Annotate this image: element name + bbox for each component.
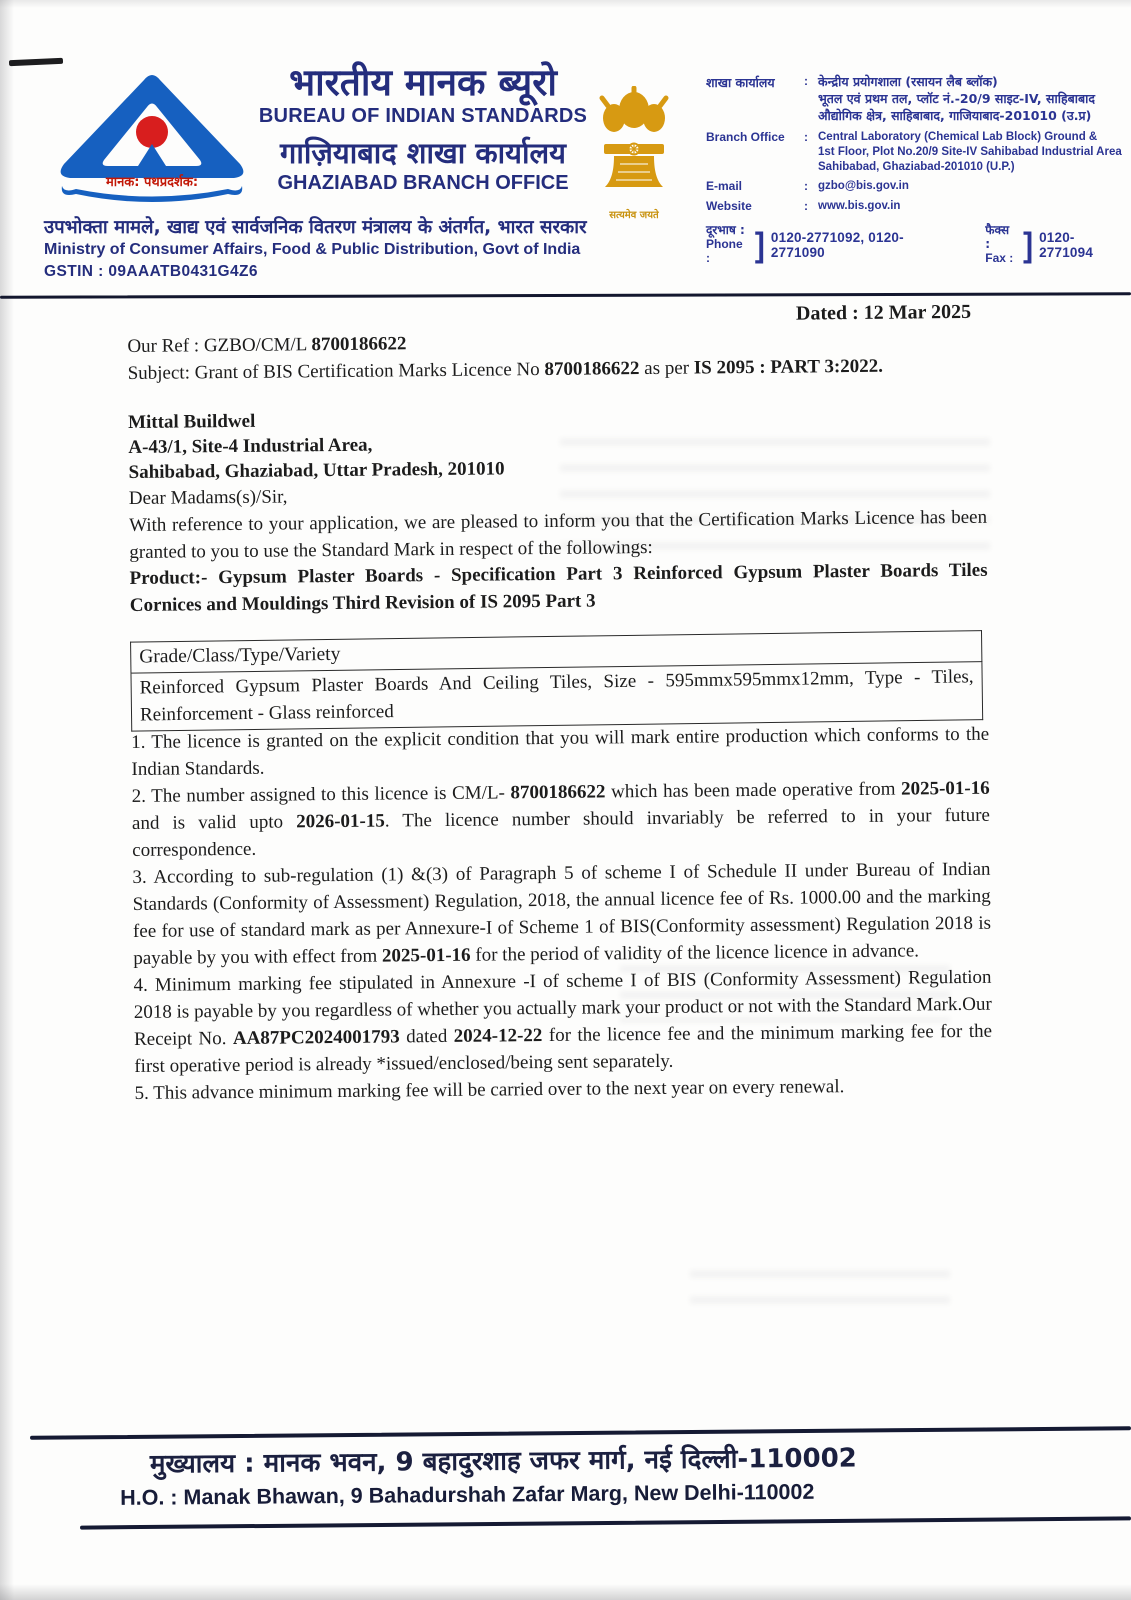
- logo-motto-text: मानक: पथप्रदर्शक:: [105, 175, 199, 190]
- footer-address-block: [120, 1437, 981, 1510]
- contact-label: Branch Office: [706, 129, 785, 144]
- branch-name-english: GHAZIABAD BRANCH OFFICE: [277, 172, 569, 195]
- org-title-block: [258, 62, 588, 195]
- fax-label-hindi: फैक्स :: [985, 223, 1010, 252]
- addressee-block: Mittal Buildwel A-43/1, Site-4 Industrial Area, Sahibabad, Ghaziabad, Uttar Pradesh, 201010: [128, 411, 505, 484]
- phone-fax-row: [706, 224, 1126, 265]
- contact-label: शाखा कार्यालय: [706, 75, 775, 90]
- fax-label-english: Fax :: [985, 250, 1014, 265]
- product-line: Product:- Gypsum Plaster Boards - Specification Part 3 Reinforced Gypsum Plaster Boards Tiles Cornices and Mouldings Third Revision of IS 2095 Part 3: [129, 560, 988, 617]
- letter-body: [127, 298, 993, 1108]
- headquarters-line-english: H.O. : Manak Bhawan, 9 Bahadurshah Zafar Marg, New Delhi-110002: [120, 1479, 815, 1510]
- contact-value: केन्द्रीय प्रयोगशाला (रसायन लैब ब्लॉक) भूतल एवं प्रथम तल, प्लॉट नं.-20/9 साइट-IV, साहिबाबाद औद्योगिक क्षेत्र, साहिबाबाद, गाजियाबाद-201010 (उ.प्र): [818, 74, 1095, 123]
- contact-label: E-mail: [706, 179, 743, 194]
- salutation: Dear Madams(s)/Sir,: [128, 486, 288, 509]
- ministry-block: [44, 214, 589, 281]
- clause-5: 5. This advance minimum marking fee will be carried over to the next year on every renewal.: [134, 1075, 845, 1104]
- branch-name-hindi: गाज़ियाबाद शाखा कार्यालय: [280, 136, 566, 171]
- ministry-line-english: Ministry of Consumer Affairs, Food & Public Distribution, Govt of India: [44, 241, 581, 258]
- scan-corner-mark: [9, 58, 63, 66]
- bracket-glyph: ]: [1023, 226, 1034, 264]
- bleedthrough-smudge: [690, 1270, 950, 1306]
- email-address: gzbo@bis.gov.in: [818, 180, 909, 193]
- contact-block: [706, 74, 1126, 266]
- contact-label: Website: [706, 199, 752, 214]
- contact-row-branch-office: [706, 130, 1126, 175]
- fax-group: [985, 224, 1126, 265]
- contact-separator: :: [804, 199, 808, 214]
- ministry-line-hindi: उपभोक्ता मामले, खाद्य एवं सार्वजनिक वितरण मंत्रालय के अंतर्गत, भारत सरकार: [44, 217, 587, 238]
- clause-1: 1. The licence is granted on the explicit condition that you will mark entire production which conforms to the Indian Standards.: [131, 723, 990, 781]
- grade-variety-table: [130, 631, 983, 732]
- bracket-glyph: ]: [754, 226, 765, 264]
- scan-edge-bottom: [0, 1584, 1131, 1600]
- clause-4: 4. Minimum marking fee stipulated in Annexure -I of scheme I of BIS (Conformity Assessment) Regulation 2018 is payable by you regardless of whether you actually mark your product or not with the Standard Mark.Our Receipt No. AA87PC2024001793 dated 2024-12-22 for the licence fee and the minimum marking fee for the first operative period is already *issued/enclosed/being sent separately.: [133, 966, 993, 1077]
- org-name-hindi: भारतीय मानक ब्यूरो: [289, 61, 557, 104]
- bis-logo-icon: [50, 70, 254, 210]
- reference-line: Our Ref : GZBO/CM/L 8700186622: [127, 333, 407, 358]
- emblem-motto-text: सत्यमेव जयते: [609, 210, 659, 221]
- clause-3: 3. According to sub-regulation (1) &(3) of Paragraph 5 of scheme I of Schedule II under Bureau of Indian Standards (Conformity of Assessment) Regulation, 2018, the annual licence fee of Rs. 1000.00 and the marking fee for use of standard mark as per Annexure-I of Scheme 1 of BIS(Conformity assessment) Regulation 2018 is payable by you with effect from 2025-01-16 for the period of validity of the licence licence in advance.: [132, 858, 992, 969]
- fax-number: 0120-2771094: [1039, 230, 1094, 260]
- contact-row-email: [706, 179, 1126, 194]
- gstin-line: GSTIN : 09AAATB0431G4Z6: [44, 263, 258, 280]
- national-emblem-icon: [592, 86, 676, 221]
- fax-labels: [985, 224, 1017, 265]
- headquarters-line-hindi: मुख्यालय : मानक भवन, 9 बहादुरशाह जफर मार्ग, नई दिल्ली-110002: [149, 1443, 857, 1480]
- contact-separator: :: [804, 129, 808, 144]
- phone-numbers: 0120-2771092, 0120-2771090: [770, 230, 904, 260]
- phone-labels: [706, 224, 749, 265]
- phone-label-english: Phone :: [706, 237, 743, 265]
- contact-separator: :: [804, 74, 808, 88]
- subject-line: Subject: Grant of BIS Certification Marks Licence No 8700186622 as per IS 2095 : PART 3:2022.: [127, 356, 884, 385]
- intro-paragraph: With reference to your application, we are pleased to inform you that the Certification Marks Licence has been granted to you to use the Standard Mark in respect of the followings:: [129, 506, 988, 563]
- contact-value: Central Laboratory (Chemical Lab Block) Ground & 1st Floor, Plot No.20/9 Site-IV Sahibabad Industrial Area Sahibabad, Ghaziabad-201010 (U.P.): [818, 130, 1122, 173]
- org-name-english: BUREAU OF INDIAN STANDARDS: [258, 105, 588, 128]
- table-header-cell: Grade/Class/Type/Variety: [131, 631, 982, 673]
- contact-row-branch-office-hindi: [706, 74, 1126, 125]
- contact-separator: :: [804, 179, 808, 194]
- phone-label-hindi: दूरभाष :: [706, 223, 745, 238]
- scan-edge-top: [0, 0, 1131, 8]
- footer-bottom-line: [80, 1516, 1131, 1529]
- table-value-cell: Reinforced Gypsum Plaster Boards And Ceiling Tiles, Size - 595mmx595mmx12mm, Type - Tiles, Reinforcement - Glass reinforced: [131, 662, 983, 732]
- clause-2: 2. The number assigned to this licence is CM/L- 8700186622 which has been made operative from 2025-01-16 and is valid upto 2026-01-15. The licence number should invariably be referred to in your future correspondence.: [131, 777, 991, 862]
- website-address: www.bis.gov.in: [818, 200, 901, 213]
- contact-row-website: [706, 199, 1126, 214]
- dated-line: Dated : 12 Mar 2025: [795, 300, 972, 325]
- table-row: [131, 662, 983, 732]
- scan-edge-left: [0, 0, 14, 1600]
